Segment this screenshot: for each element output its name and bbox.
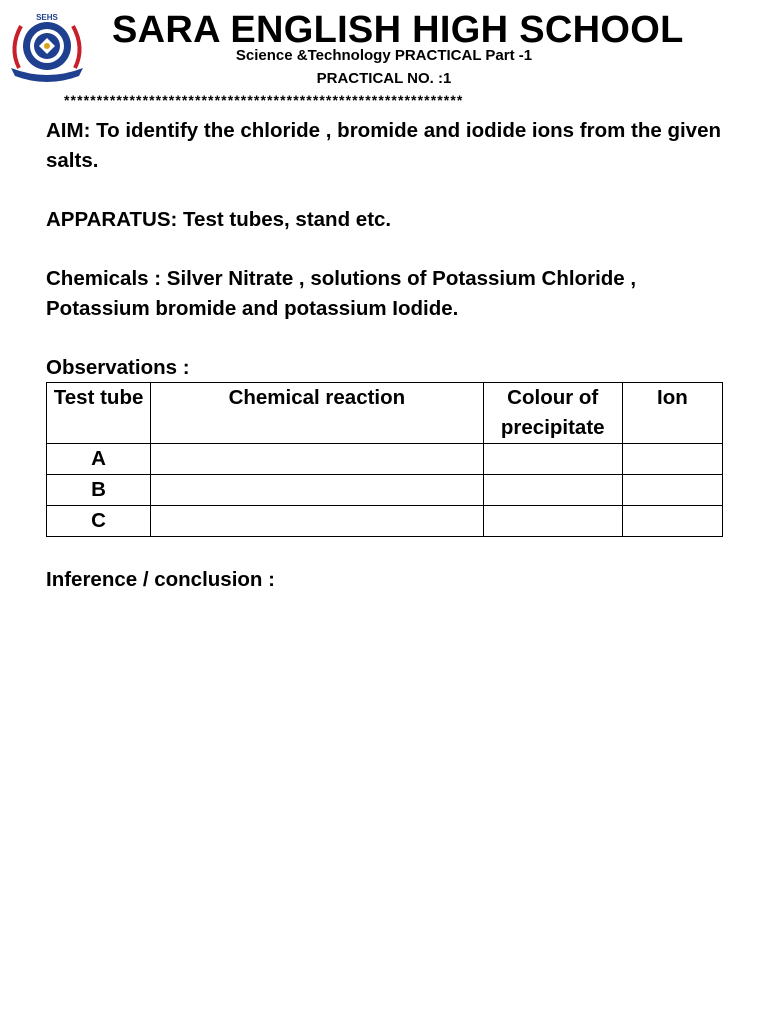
table-header-row [47, 383, 723, 444]
school-name: SARA ENGLISH HIGH SCHOOL [112, 9, 684, 51]
apparatus-text: APPARATUS: Test tubes, stand etc. [46, 208, 392, 231]
table-row [47, 475, 723, 506]
table-cell[interactable] [483, 506, 622, 537]
table-row [47, 506, 723, 537]
aim-text: AIM: To identify the chloride , bromide and iodide ions from the given salts. [46, 119, 722, 172]
observations-heading: Observations : [46, 356, 190, 379]
header-ion: Ion [622, 383, 722, 444]
subject-line: Science &Technology PRACTICAL Part -1 [235, 47, 533, 64]
separator-line: ************************************************************* [64, 92, 464, 108]
table-cell[interactable] [483, 475, 622, 506]
header-colour-of-precipitate: Colour of precipitate [483, 383, 622, 444]
inference-heading: Inference / conclusion : [46, 568, 275, 591]
row-label: C [47, 506, 151, 537]
header-chemical-reaction: Chemical reaction [151, 383, 483, 444]
row-label: B [47, 475, 151, 506]
table-cell[interactable] [151, 444, 483, 475]
table-cell[interactable] [622, 444, 722, 475]
table-cell[interactable] [622, 506, 722, 537]
chemicals-text: Chemicals : Silver Nitrate , solutions of Potassium Chloride , Potassium bromide and potassium Iodide. [46, 267, 637, 320]
observation-table [46, 382, 723, 537]
table-cell[interactable] [151, 506, 483, 537]
table-cell[interactable] [483, 444, 622, 475]
table-cell[interactable] [151, 475, 483, 506]
table-row [47, 444, 723, 475]
practical-number: PRACTICAL NO. :1 [316, 70, 452, 87]
logo-text: SEHS [36, 13, 58, 22]
table-cell[interactable] [622, 475, 722, 506]
header-test-tube: Test tube [47, 383, 151, 444]
row-label: A [47, 444, 151, 475]
